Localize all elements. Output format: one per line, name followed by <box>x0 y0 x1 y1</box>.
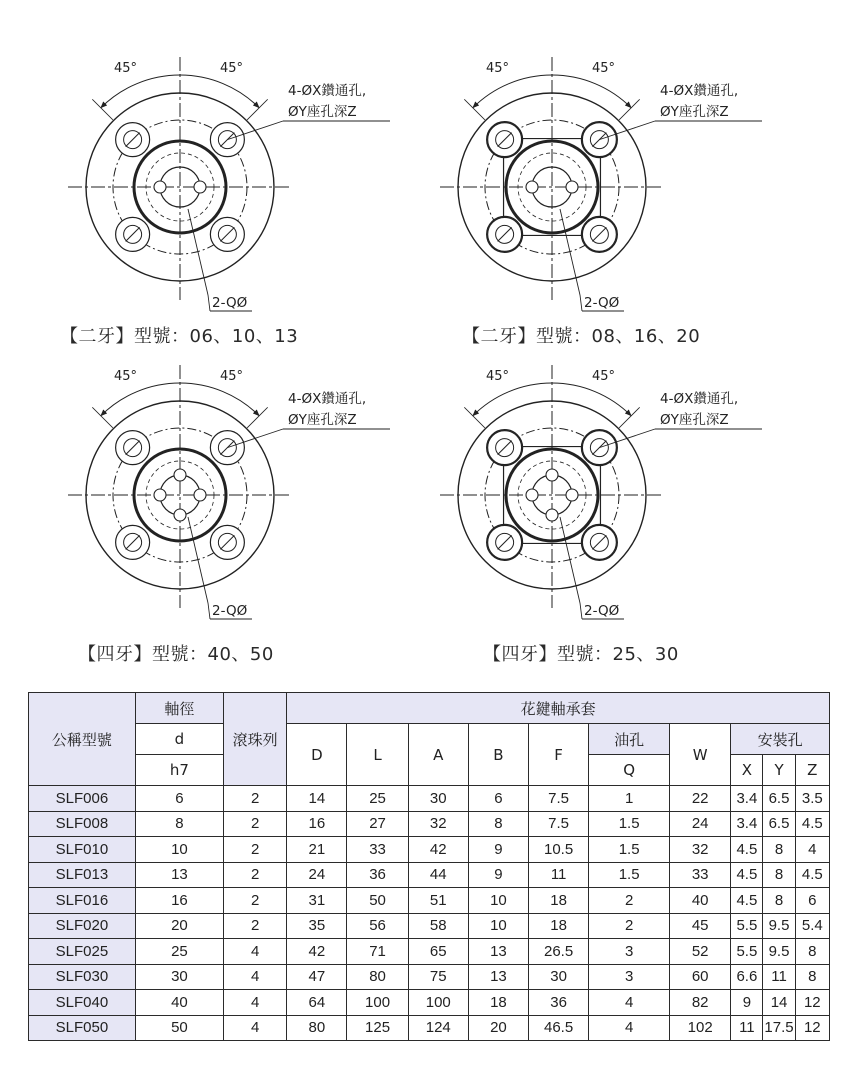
cell: 50 <box>347 888 408 914</box>
cell: 51 <box>408 888 468 914</box>
angle-extension <box>619 407 640 428</box>
spline-groove <box>566 489 578 501</box>
cell: 32 <box>670 837 731 863</box>
header-L: L <box>347 724 408 786</box>
angle-label-left: 45° <box>486 369 510 384</box>
hole-note-line1: 4-ØX鑽通孔, <box>288 391 367 407</box>
cell: 9.5 <box>763 939 795 965</box>
header-Z: Z <box>795 755 829 786</box>
cell: 71 <box>347 939 408 965</box>
header-W: W <box>670 724 731 786</box>
cell: 13 <box>468 964 528 990</box>
cell: 36 <box>529 990 589 1016</box>
angle-arc-left <box>101 75 180 108</box>
cell: 26.5 <box>529 939 589 965</box>
angle-extension <box>464 99 485 120</box>
table-row <box>29 888 830 914</box>
caption-four-tooth-a: 【四牙】型號：40、50 <box>78 644 274 665</box>
table-row <box>29 990 830 1016</box>
angle-label-left: 45° <box>486 61 510 76</box>
cell-model: SLF025 <box>29 939 136 965</box>
cell: 16 <box>287 811 347 837</box>
table-row <box>29 939 830 965</box>
flange-drawing-four-tooth-b <box>440 365 762 619</box>
cell: 27 <box>347 811 408 837</box>
angle-arc-right <box>180 75 259 108</box>
flat-label-leader <box>580 603 582 619</box>
cell: 17.5 <box>763 1015 795 1041</box>
header-B: B <box>468 724 528 786</box>
cell: 9 <box>468 837 528 863</box>
flange-drawing-two-tooth-a <box>68 57 390 311</box>
cell-model: SLF010 <box>29 837 136 863</box>
angle-extension <box>247 99 268 120</box>
cell: 3.4 <box>731 811 763 837</box>
cell: 3 <box>589 964 670 990</box>
cell: 1 <box>589 786 670 812</box>
flat-label: 2-QØ <box>212 603 248 619</box>
cell: 2 <box>589 888 670 914</box>
table-body <box>29 786 830 1041</box>
cell: 45 <box>670 913 731 939</box>
cell: 2 <box>224 913 287 939</box>
cell: 11 <box>731 1015 763 1041</box>
caption-four-tooth-b: 【四牙】型號：25、30 <box>483 644 679 665</box>
flange-drawing-four-tooth-a <box>68 365 390 619</box>
angle-arc-right <box>552 383 631 416</box>
cell: 4 <box>224 990 287 1016</box>
cell: 7.5 <box>529 786 589 812</box>
spline-groove <box>194 181 206 193</box>
spline-groove <box>546 469 558 481</box>
cell: 1.5 <box>589 837 670 863</box>
cell: 10 <box>468 888 528 914</box>
cell: 8 <box>763 888 795 914</box>
cell: 40 <box>135 990 223 1016</box>
angle-label-right: 45° <box>220 61 244 76</box>
cell: 2 <box>224 862 287 888</box>
header-Y: Y <box>763 755 795 786</box>
cell: 46.5 <box>529 1015 589 1041</box>
cell: 2 <box>224 811 287 837</box>
header-oil: 油孔 <box>589 724 670 755</box>
spline-groove <box>546 509 558 521</box>
cell: 14 <box>763 990 795 1016</box>
cell: 6.5 <box>763 811 795 837</box>
cell: 2 <box>589 913 670 939</box>
cell: 52 <box>670 939 731 965</box>
hole-note-line2: ØY座孔深Z <box>288 412 357 428</box>
header-Q: Q <box>589 755 670 786</box>
flat-label: 2-QØ <box>584 295 620 311</box>
cell: 5.4 <box>795 913 829 939</box>
cell: 4 <box>795 837 829 863</box>
cell: 9 <box>731 990 763 1016</box>
cell: 102 <box>670 1015 731 1041</box>
cell: 36 <box>347 862 408 888</box>
flat-label-leader <box>208 295 210 311</box>
cell: 42 <box>287 939 347 965</box>
cell: 40 <box>670 888 731 914</box>
cell: 13 <box>135 862 223 888</box>
cell: 8 <box>468 811 528 837</box>
cell: 30 <box>529 964 589 990</box>
cell: 18 <box>529 913 589 939</box>
cell: 58 <box>408 913 468 939</box>
flat-label-leader <box>580 295 582 311</box>
flat-label: 2-QØ <box>584 603 620 619</box>
cell: 31 <box>287 888 347 914</box>
flat-label-leader <box>560 209 580 295</box>
cell: 1.5 <box>589 862 670 888</box>
cell: 8 <box>763 837 795 863</box>
header-d: d <box>135 724 223 755</box>
cell: 25 <box>347 786 408 812</box>
cell: 33 <box>670 862 731 888</box>
caption-two-tooth-b: 【二牙】型號：08、16、20 <box>462 326 701 347</box>
cell: 6 <box>135 786 223 812</box>
cell: 56 <box>347 913 408 939</box>
angle-extension <box>92 99 113 120</box>
cell: 100 <box>408 990 468 1016</box>
table-row <box>29 837 830 863</box>
cell-model: SLF040 <box>29 990 136 1016</box>
cell: 4 <box>589 990 670 1016</box>
cell: 10 <box>468 913 528 939</box>
cell: 44 <box>408 862 468 888</box>
hole-note-line1: 4-ØX鑽通孔, <box>660 391 739 407</box>
angle-extension <box>464 407 485 428</box>
cell: 2 <box>224 888 287 914</box>
cell: 11 <box>763 964 795 990</box>
header-shaft: 軸徑 <box>135 693 223 724</box>
cell: 4.5 <box>731 837 763 863</box>
cell: 24 <box>287 862 347 888</box>
cell-model: SLF020 <box>29 913 136 939</box>
spline-groove <box>526 489 538 501</box>
cell: 14 <box>287 786 347 812</box>
cell: 12 <box>795 1015 829 1041</box>
cell: 4.5 <box>731 888 763 914</box>
cell-model: SLF006 <box>29 786 136 812</box>
flat-label-leader <box>188 517 208 603</box>
cell: 8 <box>135 811 223 837</box>
angle-label-left: 45° <box>114 61 138 76</box>
cell: 24 <box>670 811 731 837</box>
cell: 47 <box>287 964 347 990</box>
cell: 20 <box>468 1015 528 1041</box>
hole-note-line1: 4-ØX鑽通孔, <box>288 83 367 99</box>
cell: 6.6 <box>731 964 763 990</box>
cell: 30 <box>135 964 223 990</box>
angle-extension <box>619 99 640 120</box>
angle-arc-left <box>473 75 552 108</box>
cell: 4 <box>224 1015 287 1041</box>
cell: 5.5 <box>731 939 763 965</box>
table-row <box>29 811 830 837</box>
cell: 1.5 <box>589 811 670 837</box>
spline-groove <box>154 489 166 501</box>
cell: 80 <box>347 964 408 990</box>
flat-label: 2-QØ <box>212 295 248 311</box>
cell: 6 <box>468 786 528 812</box>
cell: 80 <box>287 1015 347 1041</box>
table-row <box>29 786 830 812</box>
cell: 11 <box>529 862 589 888</box>
cell: 2 <box>224 786 287 812</box>
cell: 4.5 <box>795 811 829 837</box>
flat-label-leader <box>560 517 580 603</box>
cell: 18 <box>529 888 589 914</box>
flange-drawing-two-tooth-b <box>440 57 762 311</box>
cell-model: SLF008 <box>29 811 136 837</box>
hole-note-line2: ØY座孔深Z <box>660 104 729 120</box>
flat-label-leader <box>208 603 210 619</box>
cell: 64 <box>287 990 347 1016</box>
angle-extension <box>92 407 113 428</box>
angle-arc-right <box>552 75 631 108</box>
angle-arc-left <box>101 383 180 416</box>
spline-groove <box>174 509 186 521</box>
header-X: X <box>731 755 763 786</box>
cell: 4 <box>224 939 287 965</box>
cell: 13 <box>468 939 528 965</box>
cell: 6.5 <box>763 786 795 812</box>
angle-label-left: 45° <box>114 369 138 384</box>
hole-note-line1: 4-ØX鑽通孔, <box>660 83 739 99</box>
caption-two-tooth-a: 【二牙】型號：06、10、13 <box>60 326 299 347</box>
cell: 9.5 <box>763 913 795 939</box>
cell: 16 <box>135 888 223 914</box>
cell: 10.5 <box>529 837 589 863</box>
cell: 82 <box>670 990 731 1016</box>
table-row <box>29 862 830 888</box>
cell: 21 <box>287 837 347 863</box>
cell: 100 <box>347 990 408 1016</box>
cell: 9 <box>468 862 528 888</box>
header-mount: 安裝孔 <box>731 724 830 755</box>
cell: 32 <box>408 811 468 837</box>
header-balls: 滾珠列 <box>224 693 287 786</box>
cell: 25 <box>135 939 223 965</box>
header-A: A <box>408 724 468 786</box>
cell: 65 <box>408 939 468 965</box>
cell: 30 <box>408 786 468 812</box>
cell: 75 <box>408 964 468 990</box>
cell: 2 <box>224 837 287 863</box>
header-model: 公稱型號 <box>29 693 136 786</box>
cell: 60 <box>670 964 731 990</box>
table-row <box>29 1015 830 1041</box>
cell: 35 <box>287 913 347 939</box>
cell: 5.5 <box>731 913 763 939</box>
header-nut: 花鍵軸承套 <box>287 693 830 724</box>
header-D: D <box>287 724 347 786</box>
hole-note-line2: ØY座孔深Z <box>660 412 729 428</box>
spline-groove <box>194 489 206 501</box>
spec-table <box>28 692 830 1041</box>
table-row <box>29 964 830 990</box>
hole-note-line2: ØY座孔深Z <box>288 104 357 120</box>
spline-groove <box>526 181 538 193</box>
cell-model: SLF030 <box>29 964 136 990</box>
angle-label-right: 45° <box>220 369 244 384</box>
cell: 22 <box>670 786 731 812</box>
cell-model: SLF050 <box>29 1015 136 1041</box>
cell: 3 <box>589 939 670 965</box>
cell: 50 <box>135 1015 223 1041</box>
cell: 4 <box>589 1015 670 1041</box>
cell: 3.4 <box>731 786 763 812</box>
spline-groove <box>566 181 578 193</box>
angle-arc-right <box>180 383 259 416</box>
cell: 4.5 <box>795 862 829 888</box>
cell: 33 <box>347 837 408 863</box>
angle-label-right: 45° <box>592 369 616 384</box>
angle-extension <box>247 407 268 428</box>
angle-arc-left <box>473 383 552 416</box>
angle-label-right: 45° <box>592 61 616 76</box>
cell: 8 <box>763 862 795 888</box>
spline-groove <box>154 181 166 193</box>
cell: 3.5 <box>795 786 829 812</box>
cell: 124 <box>408 1015 468 1041</box>
cell: 10 <box>135 837 223 863</box>
cell-model: SLF013 <box>29 862 136 888</box>
spline-groove <box>174 469 186 481</box>
cell: 6 <box>795 888 829 914</box>
cell: 4 <box>224 964 287 990</box>
header-h7: h7 <box>135 755 223 786</box>
header-F: F <box>529 724 589 786</box>
cell: 8 <box>795 964 829 990</box>
table-row <box>29 913 830 939</box>
cell: 7.5 <box>529 811 589 837</box>
flat-label-leader <box>188 209 208 295</box>
cell: 4.5 <box>731 862 763 888</box>
cell: 42 <box>408 837 468 863</box>
cell: 125 <box>347 1015 408 1041</box>
cell: 8 <box>795 939 829 965</box>
cell: 20 <box>135 913 223 939</box>
cell: 12 <box>795 990 829 1016</box>
cell-model: SLF016 <box>29 888 136 914</box>
cell: 18 <box>468 990 528 1016</box>
